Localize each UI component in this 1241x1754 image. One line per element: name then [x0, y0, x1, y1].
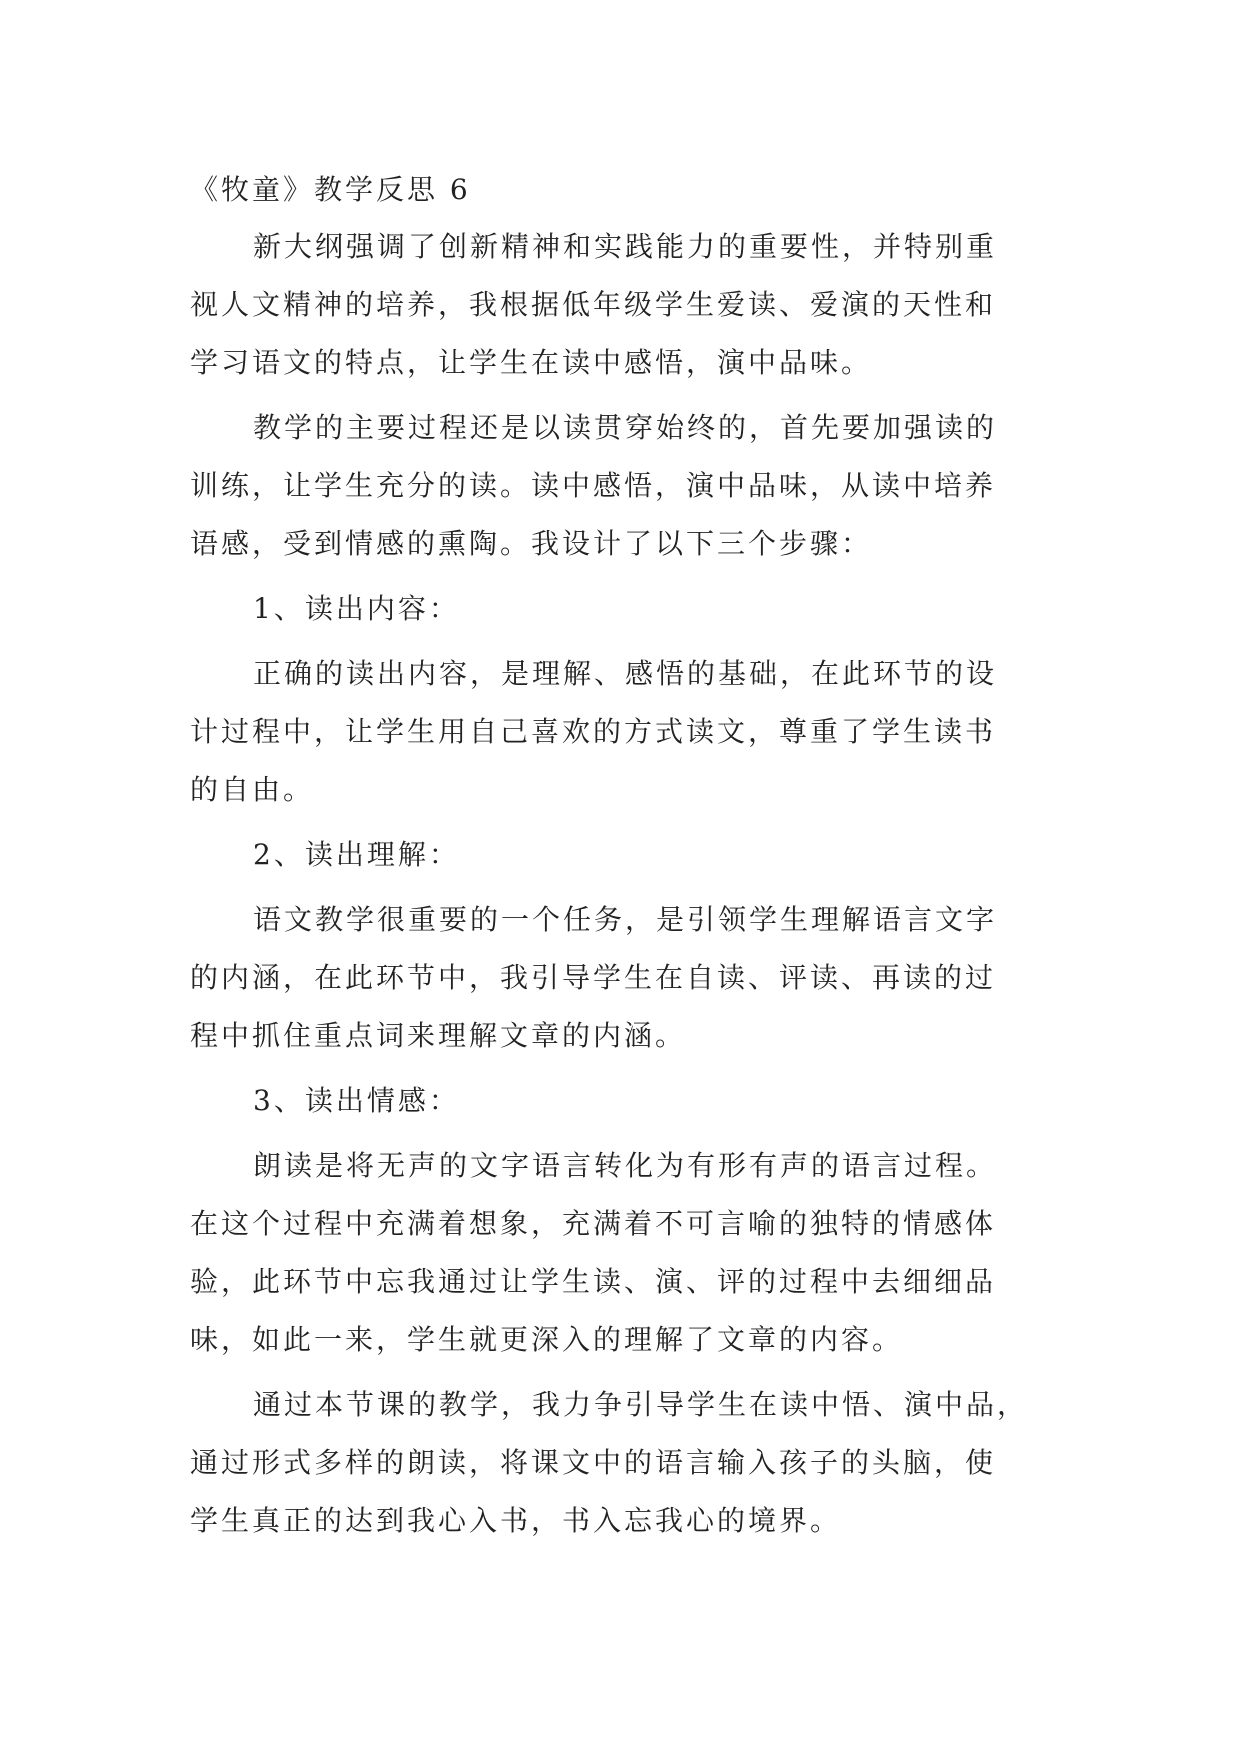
document-title: 《牧童》教学反思 6	[190, 173, 471, 206]
paragraph-line: 语感，受到情感的熏陶。我设计了以下三个步骤：	[190, 527, 873, 560]
paragraph-1	[190, 218, 1050, 392]
paragraph-line: 味，如此一来，学生就更深入的理解了文章的内容。	[190, 1323, 904, 1356]
paragraph-line: 的内涵，在此环节中，我引导学生在自读、评读、再读的过	[190, 961, 997, 994]
paragraph-line: 视人文精神的培养，我根据低年级学生爱读、爱演的天性和	[190, 288, 997, 321]
paragraph-5	[190, 1137, 1050, 1369]
section-heading-text: 2、读出理解：	[253, 838, 460, 871]
paragraph-line: 新大纲强调了创新精神和实践能力的重要性，并特别重	[253, 230, 998, 263]
section-heading-3	[190, 1072, 1050, 1130]
paragraph-line: 教学的主要过程还是以读贯穿始终的，首先要加强读的	[253, 411, 998, 444]
section-heading-2	[190, 826, 1050, 884]
paragraph-line: 语文教学很重要的一个任务，是引领学生理解语言文字	[253, 903, 998, 936]
section-heading-text: 3、读出情感：	[253, 1084, 460, 1117]
paragraph-2	[190, 399, 1050, 573]
section-heading-1	[190, 580, 1050, 638]
paragraph-3	[190, 645, 1050, 819]
section-heading-text: 1、读出内容：	[253, 592, 460, 625]
paragraph-line: 程中抓住重点词来理解文章的内涵。	[190, 1019, 687, 1052]
document-body	[190, 162, 1050, 1550]
paragraph-line: 训练，让学生充分的读。读中感悟，演中品味，从读中培养	[190, 469, 997, 502]
paragraph-line: 学习语文的特点，让学生在读中感悟，演中品味。	[190, 346, 873, 379]
paragraph-line: 正确的读出内容，是理解、感悟的基础，在此环节的设	[253, 657, 998, 690]
paragraph-line: 在这个过程中充满着想象，充满着不可言喻的独特的情感体	[190, 1207, 997, 1240]
paragraph-line: 朗读是将无声的文字语言转化为有形有声的语言过程。	[253, 1149, 998, 1182]
paragraph-line: 学生真正的达到我心入书，书入忘我心的境界。	[190, 1504, 842, 1537]
paragraph-line: 通过本节课的教学，我力争引导学生在读中悟、演中品，	[253, 1388, 1029, 1421]
paragraph-line: 验，此环节中忘我通过让学生读、演、评的过程中去细细品	[190, 1265, 997, 1298]
paragraph-line: 计过程中，让学生用自己喜欢的方式读文，尊重了学生读书	[190, 715, 997, 748]
paragraph-line: 通过形式多样的朗读，将课文中的语言输入孩子的头脑，使	[190, 1446, 997, 1479]
paragraph-line: 的自由。	[190, 773, 315, 806]
paragraph-6	[190, 1376, 1050, 1550]
paragraph-4	[190, 891, 1050, 1065]
